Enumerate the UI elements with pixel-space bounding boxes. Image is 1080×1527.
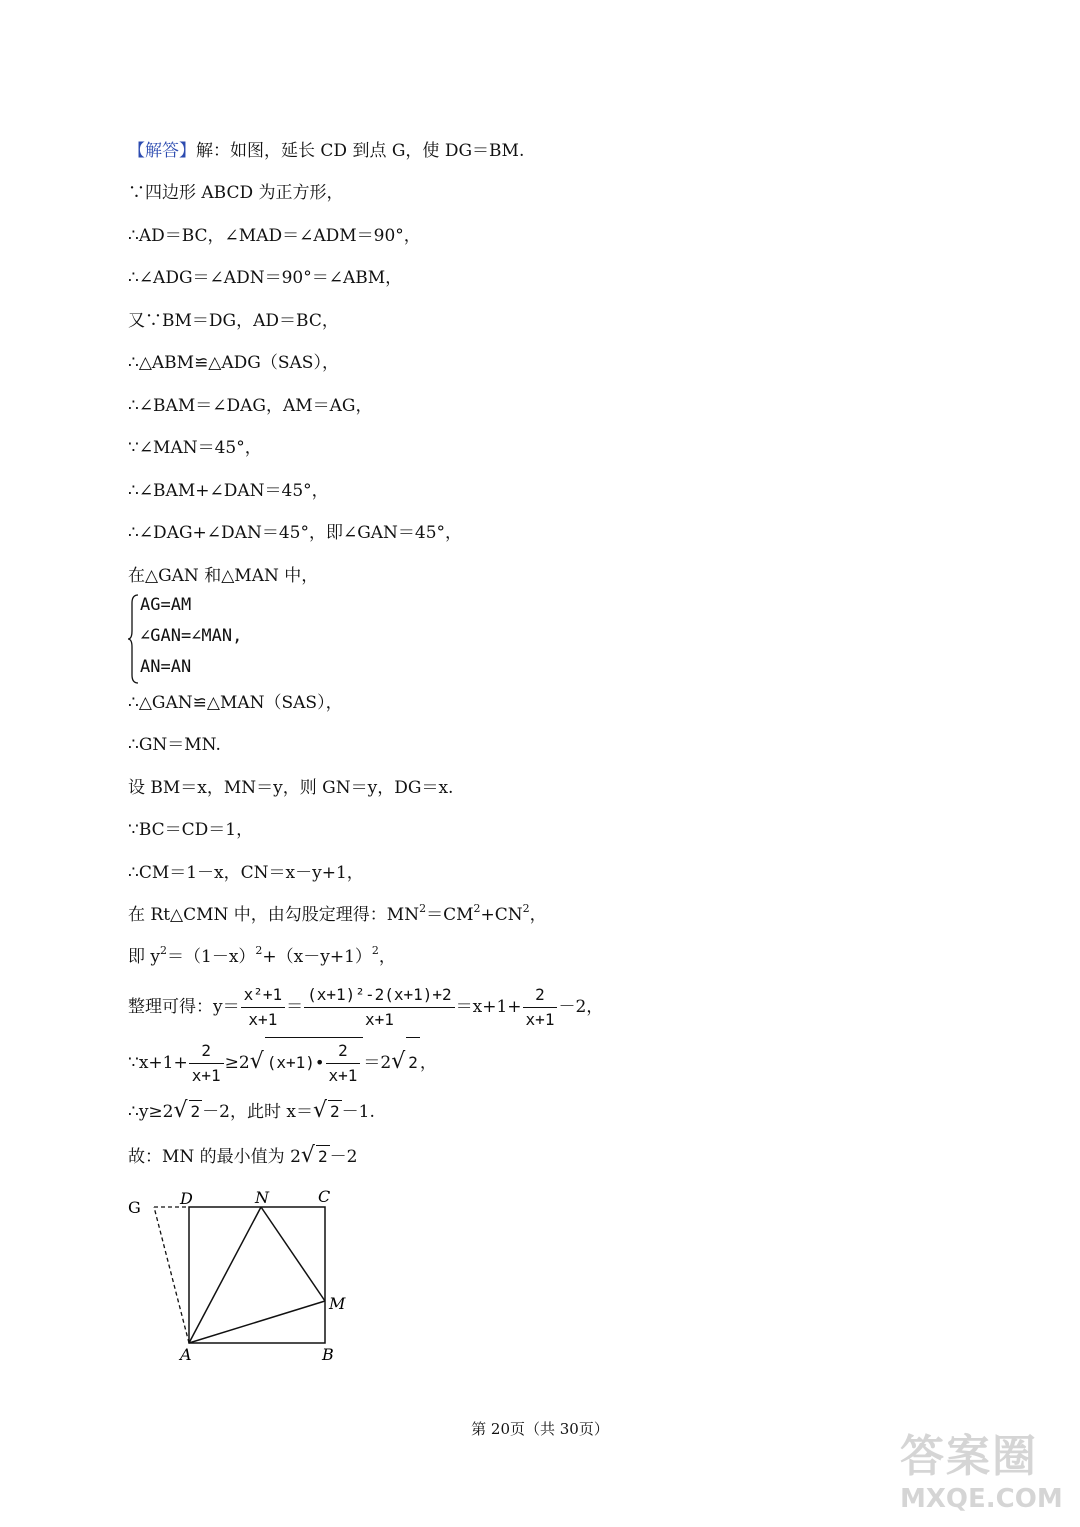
text: －1. xyxy=(341,1102,375,1122)
fraction xyxy=(523,983,558,1032)
radicand-text: (x+1)• xyxy=(266,1053,325,1072)
denominator: x+1 xyxy=(191,1066,221,1085)
text: ＝2 xyxy=(363,1053,392,1073)
brace-symbol xyxy=(128,593,140,685)
geometry-figure xyxy=(120,1185,360,1365)
text: ∴y≥2 xyxy=(128,1102,174,1122)
solution-line-1 xyxy=(128,140,524,162)
fraction xyxy=(304,983,455,1032)
solution-line-15: ∵BC＝CD＝1， xyxy=(128,820,254,840)
radical-sign: √ xyxy=(312,1098,327,1123)
text: －2， xyxy=(558,997,604,1017)
text: ， xyxy=(529,905,547,925)
denominator: x+1 xyxy=(364,1010,394,1029)
watermark-url: MXQE.COM xyxy=(900,1484,1063,1514)
denominator: x+1 xyxy=(248,1010,278,1029)
solution-line-13: ∴GN＝MN. xyxy=(128,735,221,755)
radical-sign: √ xyxy=(173,1098,188,1123)
radical-sign: √ xyxy=(249,1049,264,1074)
numerator: (x+1)²-2(x+1)+2 xyxy=(304,983,455,1008)
solution-line-10: ∴∠DAG+∠DAN＝45°，即∠GAN＝45°， xyxy=(128,523,463,543)
label-a: A xyxy=(180,1345,192,1364)
label-c: C xyxy=(318,1187,331,1206)
text: ≥2 xyxy=(224,1053,250,1073)
text: +（x－y+1） xyxy=(262,947,372,967)
solution-line-18 xyxy=(128,946,396,968)
text: ＝（1－x） xyxy=(167,947,256,967)
text: ， xyxy=(378,947,396,967)
denominator: x+1 xyxy=(328,1066,358,1085)
radical-sign: √ xyxy=(391,1049,406,1074)
solution-line-6: ∴△ABM≌△ADG（SAS）， xyxy=(128,353,339,373)
text: ＝x+1+ xyxy=(455,997,522,1017)
solution-line-11: 在△GAN 和△MAN 中， xyxy=(128,566,319,586)
text: －2 xyxy=(329,1147,358,1167)
label-m: M xyxy=(329,1294,346,1313)
numerator: 2 xyxy=(189,1039,224,1064)
exponent: 2 xyxy=(255,944,263,957)
solution-line-12: ∴△GAN≌△MAN（SAS）， xyxy=(128,693,343,713)
label-n: N xyxy=(255,1188,269,1207)
system-row-3: AN=AN xyxy=(140,657,192,677)
text: ∵x+1+ xyxy=(128,1053,188,1073)
solution-line-8: ∵∠MAN＝45°， xyxy=(128,438,262,458)
answer-tag: 【解答】 xyxy=(128,141,196,161)
numerator: 2 xyxy=(523,983,558,1008)
text: －2，此时 x＝ xyxy=(202,1102,313,1122)
system-row-2: ∠GAN=∠MAN, xyxy=(140,626,243,646)
numerator: 2 xyxy=(326,1039,361,1064)
solution-line-17 xyxy=(128,904,547,926)
segment-am xyxy=(189,1301,325,1343)
text: 在 Rt△CMN 中，由勾股定理得：MN xyxy=(128,905,420,925)
label-b: B xyxy=(322,1345,334,1364)
exponent: 2 xyxy=(160,944,168,957)
system-row-1: AG=AM xyxy=(140,595,192,615)
text: 整理可得：y＝ xyxy=(128,997,240,1017)
solution-line-22 xyxy=(128,1145,357,1168)
page-footer: 第 20页（共 30页） xyxy=(471,1420,609,1438)
exponent: 2 xyxy=(522,902,530,915)
exponent: 2 xyxy=(371,944,379,957)
solution-line-20 xyxy=(128,1037,437,1088)
radicand: 2 xyxy=(317,1147,328,1166)
solution-line-2: ∵四边形 ABCD 为正方形， xyxy=(128,183,344,203)
denominator: x+1 xyxy=(525,1010,555,1029)
text: ， xyxy=(419,1053,437,1073)
watermark-title: 答案圈 xyxy=(900,1431,1038,1482)
label-g: G xyxy=(128,1198,141,1217)
equation-system xyxy=(128,593,298,685)
numerator: x²+1 xyxy=(241,983,286,1008)
exponent: 2 xyxy=(473,902,481,915)
fraction xyxy=(189,1039,224,1088)
solution-line-19 xyxy=(128,982,603,1032)
dashed-segment-ag xyxy=(154,1207,189,1343)
fraction xyxy=(241,983,286,1032)
line-text: 解：如图，延长 CD 到点 G，使 DG＝BM. xyxy=(196,141,525,161)
text: ＝CM xyxy=(426,905,474,925)
radicand: 2 xyxy=(406,1037,420,1088)
solution-line-5: 又∵BM＝DG，AD＝BC， xyxy=(128,311,339,331)
segment-an xyxy=(189,1207,261,1343)
solution-line-14: 设 BM＝x，MN＝y，则 GN＝y，DG＝x. xyxy=(128,778,454,798)
text: +CN xyxy=(480,905,523,925)
radicand: 2 xyxy=(190,1102,201,1121)
solution-line-9: ∴∠BAM+∠DAN＝45°， xyxy=(128,481,329,501)
solution-line-21 xyxy=(128,1100,375,1123)
fraction xyxy=(326,1039,361,1088)
solution-line-3: ∴AD＝BC，∠MAD＝∠ADM＝90°， xyxy=(128,226,421,246)
radicand xyxy=(265,1037,364,1088)
solution-line-16: ∴CM＝1－x，CN＝x－y+1， xyxy=(128,863,364,883)
segment-nm xyxy=(261,1207,325,1301)
solution-line-4: ∴∠ADG＝∠ADN＝90°＝∠ABM， xyxy=(128,268,403,288)
watermark-logo xyxy=(900,1420,1070,1520)
solution-line-7: ∴∠BAM＝∠DAG，AM＝AG， xyxy=(128,396,373,416)
radical-sign: √ xyxy=(300,1143,315,1168)
text: 故：MN 的最小值为 2 xyxy=(128,1147,301,1167)
exponent: 2 xyxy=(419,902,427,915)
label-d: D xyxy=(180,1189,193,1208)
text: 即 y xyxy=(128,947,161,967)
radicand: 2 xyxy=(330,1102,340,1121)
text: ＝ xyxy=(286,997,304,1017)
